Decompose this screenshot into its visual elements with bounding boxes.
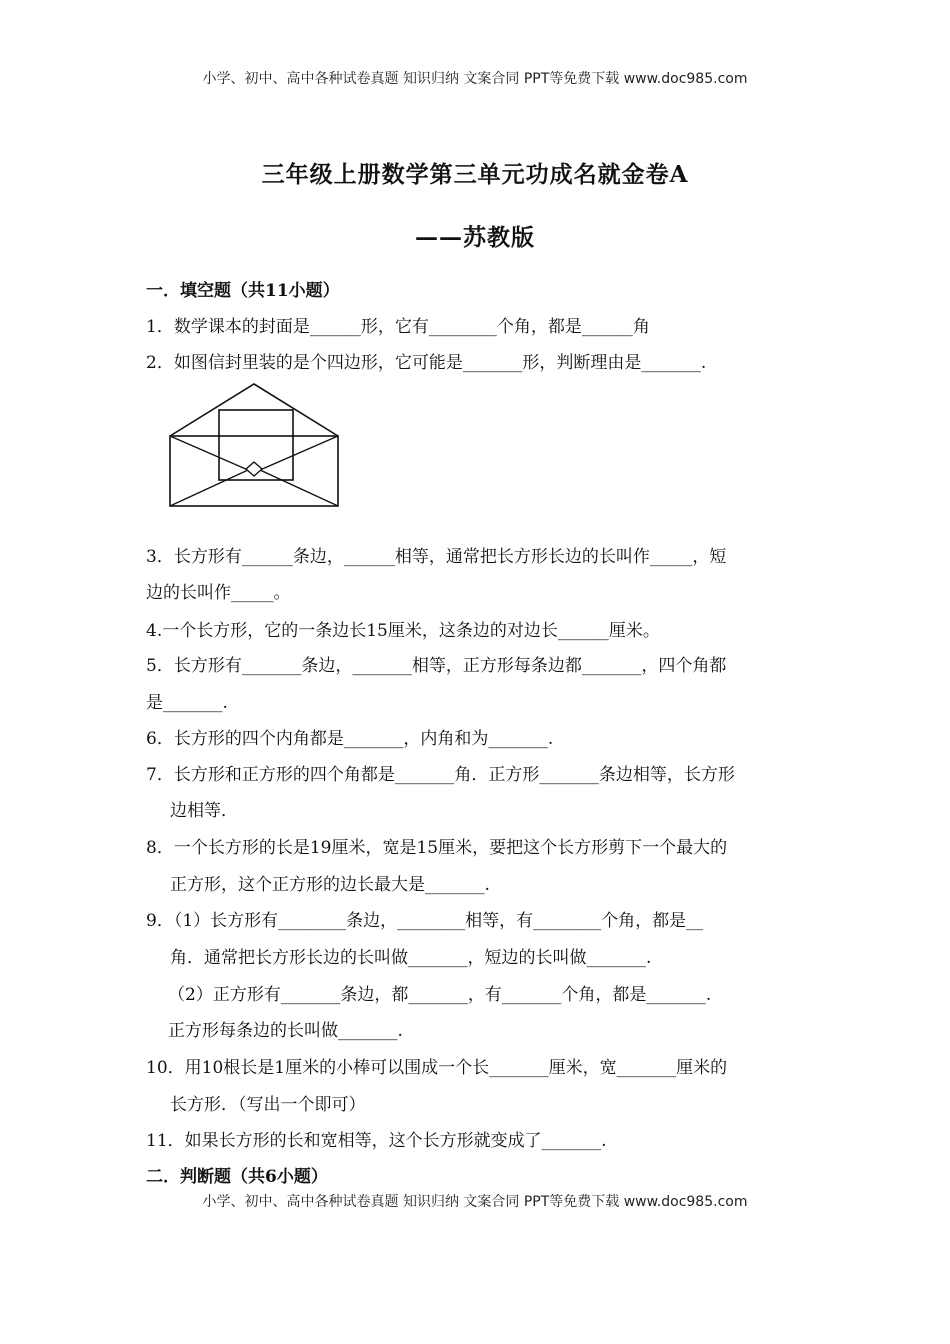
question-3: 3．长方形有______条边，______相等，通常把长方形长边的长叫作_____，短 [146,547,727,567]
question-6: 6．长方形的四个内角都是_______，内角和为_______. [146,729,554,749]
question-9: 9．（1）长方形有________条边，________相等，有________个角，都是__ [146,911,704,931]
question-4: 4.一个长方形，它的一条边长15厘米，这条边的对边长______厘米。 [146,621,660,641]
question-5: 5．长方形有_______条边，_______相等，正方形每条边都_______，四个角都 [146,656,727,676]
page-header: 小学、初中、高中各种试卷真题 知识归纳 文案合同 PPT等免费下载 www.doc985.com [202,71,748,87]
page-subtitle: ——苏教版 [415,224,535,251]
question-9-cont: 角．通常把长方形长边的长叫做_______，短边的长叫做_______. [170,948,652,968]
question-10-cont: 长方形．（写出一个即可） [170,1095,366,1115]
question-9-part2-cont: 正方形每条边的长叫做_______. [168,1021,403,1041]
question-11: 11．如果长方形的长和宽相等，这个长方形就变成了_______. [146,1131,607,1151]
page-title: 三年级上册数学第三单元功成名就金卷A [261,161,689,188]
page-footer: 小学、初中、高中各种试卷真题 知识归纳 文案合同 PPT等免费下载 www.doc985.com [202,1194,748,1210]
question-5-cont: 是_______. [146,693,228,713]
question-3-cont: 边的长叫作_____。 [146,583,291,603]
question-9-part2: （2）正方形有_______条边，都_______，有_______个角，都是_______. [168,985,712,1005]
section-heading-true-false: 二．判断题（共6小题） [146,1167,328,1187]
question-7-cont: 边相等． [170,801,238,821]
question-1: 1．数学课本的封面是______形，它有________个角，都是______角 [146,317,650,337]
question-10: 10．用10根长是1厘米的小棒可以围成一个长_______厘米，宽_______厘米的 [146,1058,728,1078]
question-7: 7．长方形和正方形的四个角都是_______角．正方形_______条边相等，长方形 [146,765,735,785]
envelope-figure [162,380,346,514]
question-8: 8．一个长方形的长是19厘米，宽是15厘米，要把这个长方形剪下一个最大的 [146,838,728,858]
section-heading-fill-blank: 一．填空题（共11小题） [146,281,340,301]
question-2: 2．如图信封里装的是个四边形，它可能是_______形，判断理由是_______. [146,353,707,373]
question-8-cont: 正方形，这个正方形的边长最大是_______. [170,875,490,895]
